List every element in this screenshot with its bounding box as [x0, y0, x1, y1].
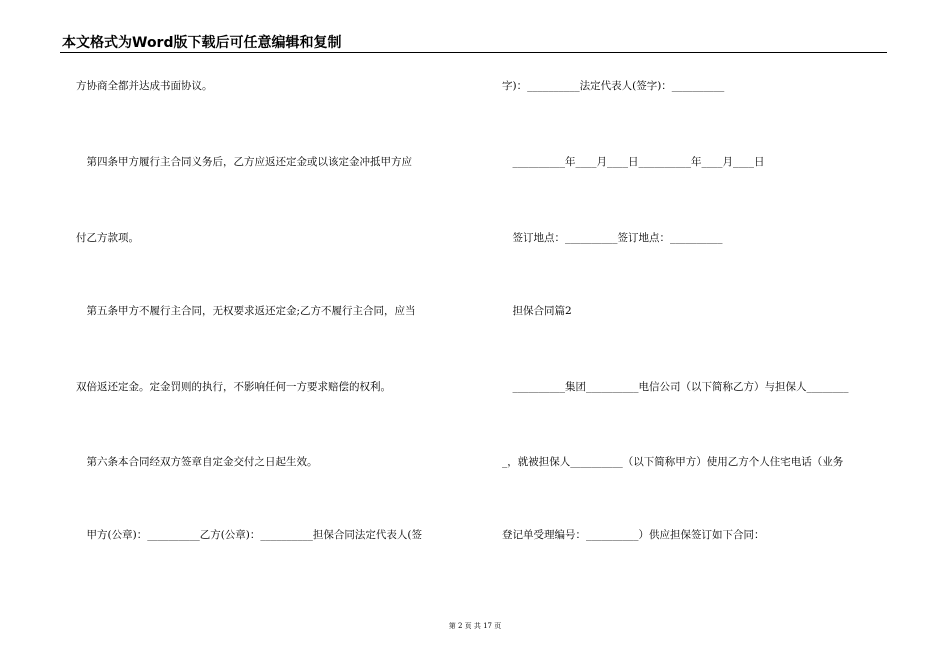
page-number-footer: 第 2 页 共 17 页 — [448, 622, 502, 630]
left-line-6: 第六条本合同经双方签章自定金交付之日起生效。 — [76, 456, 318, 468]
right-line-6: _，就被担保人__________（以下简称甲方）使用乙方个人住宅电话（业务 — [502, 456, 844, 468]
right-line-2: __________年____月____日__________年____月____日 — [502, 156, 765, 168]
header-rule — [60, 52, 887, 53]
right-line-3: 签订地点：__________签订地点：__________ — [502, 232, 723, 244]
left-line-5: 双倍返还定金。定金罚则的执行，不影响任何一方要求赔偿的权利。 — [76, 381, 391, 393]
page-header-title: 本文格式为Word版下载后可任意编辑和复制 — [62, 35, 342, 51]
left-line-7: 甲方(公章)：__________乙方(公章)：__________担保合同法定代表人(签 — [76, 529, 422, 541]
right-line-5: __________集团__________电信公司（以下简称乙方）与担保人________ — [502, 381, 849, 393]
right-line-1: 字)：__________法定代表人(签字)：__________ — [502, 80, 725, 92]
right-line-7: 登记单受理编号：__________）供应担保签订如下合同： — [502, 529, 765, 541]
left-line-1: 方协商全都并达成书面协议。 — [76, 80, 213, 92]
left-line-4: 第五条甲方不履行主合同，无权要求返还定金;乙方不履行主合同，应当 — [76, 305, 416, 317]
left-line-2: 第四条甲方履行主合同义务后，乙方应返还定金或以该定金冲抵甲方应 — [76, 156, 412, 168]
right-line-4: 担保合同篇2 — [502, 305, 572, 317]
left-line-3: 付乙方款项。 — [76, 232, 139, 244]
